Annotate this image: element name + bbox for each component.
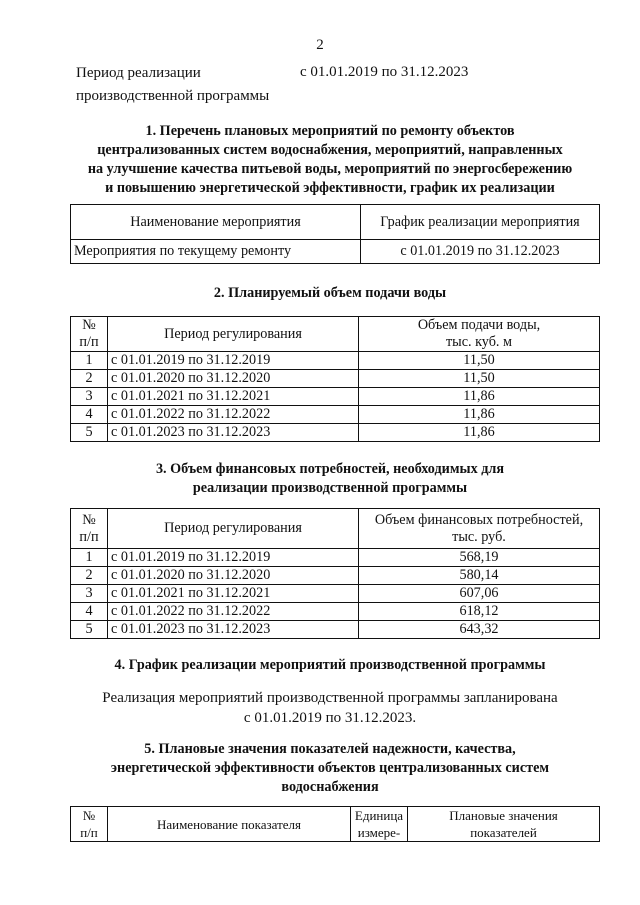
measures-table — [70, 204, 600, 264]
header-financial: Объем финансовых потребностей, тыс. руб. — [359, 509, 600, 549]
header-measure-name: Наименование мероприятия — [71, 205, 361, 240]
table-row: 1 с 01.01.2019 по 31.12.2019 11,50 — [71, 352, 600, 370]
table-row: 4 с 01.01.2022 по 31.12.2022 618,12 — [71, 603, 600, 621]
header-number: № п/п — [71, 317, 108, 352]
header-period: Период регулирования — [108, 317, 359, 352]
measure-name: Мероприятия по текущему ремонту — [71, 240, 361, 264]
table-row: 5 с 01.01.2023 по 31.12.2023 643,32 — [71, 621, 600, 639]
header-period: Период регулирования — [108, 509, 359, 549]
table-row — [71, 240, 600, 264]
header-schedule: График реализации мероприятия — [361, 205, 600, 240]
table-row: 3 с 01.01.2021 по 31.12.2021 607,06 — [71, 585, 600, 603]
measure-schedule: с 01.01.2019 по 31.12.2023 — [361, 240, 600, 264]
section4-text: Реализация мероприятий производственной программы запланирована с 01.01.2019 по 31.12.2023. — [102, 690, 558, 726]
header-number: № п/п — [71, 807, 108, 842]
section5-title: 5. Плановые значения показателей надежности, качества, энергетической эффективности объектов централизованных систем водоснабжения — [110, 741, 550, 795]
table-row: 2 с 01.01.2020 по 31.12.2020 580,14 — [71, 567, 600, 585]
table-row: 5 с 01.01.2023 по 31.12.2023 11,86 — [71, 424, 600, 442]
water-supply-table — [70, 316, 600, 442]
table-row: 4 с 01.01.2022 по 31.12.2022 11,86 — [71, 406, 600, 424]
header-planned-values: Плановые значения показателей — [408, 807, 600, 842]
indicators-table — [70, 806, 600, 842]
period-label: Период реализации производственной программы — [76, 65, 270, 104]
section2-title: 2. Планируемый объем подачи воды — [213, 285, 447, 301]
table-row: 2 с 01.01.2020 по 31.12.2020 11,50 — [71, 370, 600, 388]
period-value: с 01.01.2019 по 31.12.2023 — [300, 64, 469, 80]
header-number: № п/п — [71, 509, 108, 549]
financial-needs-table — [70, 508, 600, 639]
section3-title: 3. Объем финансовых потребностей, необходимых для реализации производственной программы — [155, 461, 505, 496]
table-row: 3 с 01.01.2021 по 31.12.2021 11,86 — [71, 388, 600, 406]
section4-title: 4. График реализации мероприятий производственной программы — [114, 657, 546, 673]
section1-title: 1. Перечень плановых мероприятий по ремонту объектов централизованных систем водоснабжения, мероприятий, направленных на улучшение качества питьевой воды, мероприятий по энергосбережению и повышению энергетической эффективности, график их реализации — [87, 123, 573, 196]
page-number: 2 — [316, 37, 324, 53]
table-row: 1 с 01.01.2019 по 31.12.2019 568,19 — [71, 549, 600, 567]
header-indicator: Наименование показателя — [108, 807, 351, 842]
header-volume: Объем подачи воды, тыс. куб. м — [359, 317, 600, 352]
header-unit: Единица измере- — [351, 807, 408, 842]
